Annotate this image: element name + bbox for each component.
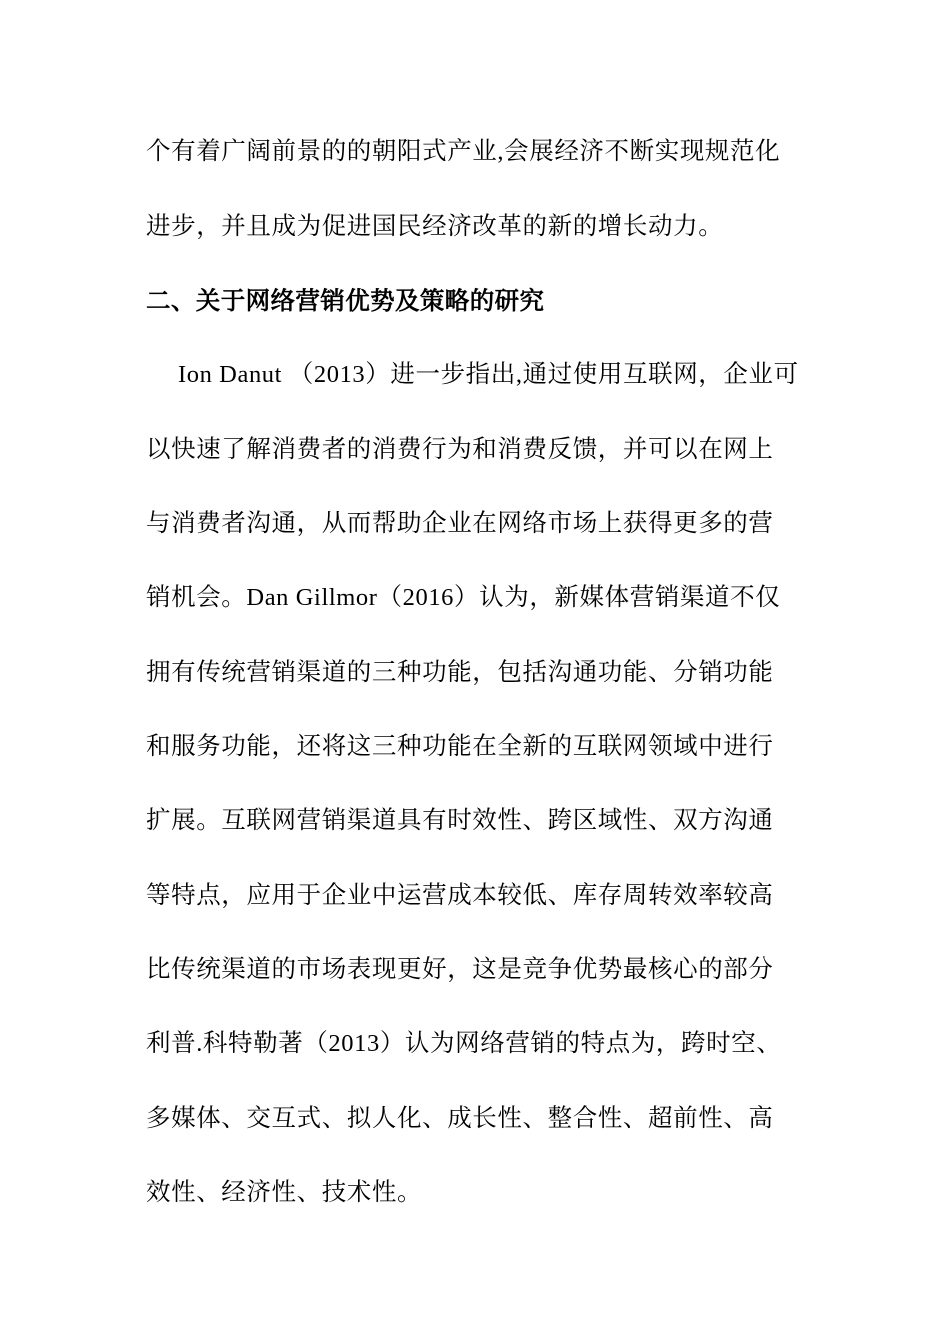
- paragraph-line-1: 个有着广阔前景的的朝阳式产业,会展经济不断实现规范化: [146, 138, 781, 165]
- paragraph-line-5: 与消费者沟通，从而帮助企业在网络市场上获得更多的营: [146, 510, 774, 537]
- paragraph-line-6: 销机会。Dan Gillmor（2016）认为，新媒体营销渠道不仅: [146, 584, 781, 611]
- paragraph-line-11: 比传统渠道的市场表现更好，这是竞争优势最核心的部分: [146, 956, 774, 983]
- paragraph-line-2: 进步，并且成为促进国民经济改革的新的增长动力。: [146, 213, 724, 240]
- paragraph-line-14: 效性、经济性、技术性。: [146, 1179, 423, 1206]
- paragraph-line-4: 以快速了解消费者的消费行为和消费反馈，并可以在网上: [146, 436, 774, 463]
- section-heading: 二、关于网络营销优势及策略的研究: [146, 288, 545, 315]
- paragraph-line-7: 拥有传统营销渠道的三种功能，包括沟通功能、分销功能: [146, 659, 774, 686]
- paragraph-line-10: 等特点，应用于企业中运营成本较低、库存周转效率较高: [146, 882, 774, 909]
- paragraph-line-12: 利普.科特勒著（2013）认为网络营销的特点为，跨时空、: [146, 1030, 782, 1057]
- paragraph-line-3: Ion Danut （2013）进一步指出,通过使用互联网，企业可: [178, 361, 799, 388]
- paragraph-line-13: 多媒体、交互式、拟人化、成长性、整合性、超前性、高: [146, 1105, 774, 1132]
- paragraph-line-8: 和服务功能，还将这三种功能在全新的互联网领域中进行: [146, 733, 774, 760]
- paragraph-line-9: 扩展。互联网营销渠道具有时效性、跨区域性、双方沟通: [146, 807, 774, 834]
